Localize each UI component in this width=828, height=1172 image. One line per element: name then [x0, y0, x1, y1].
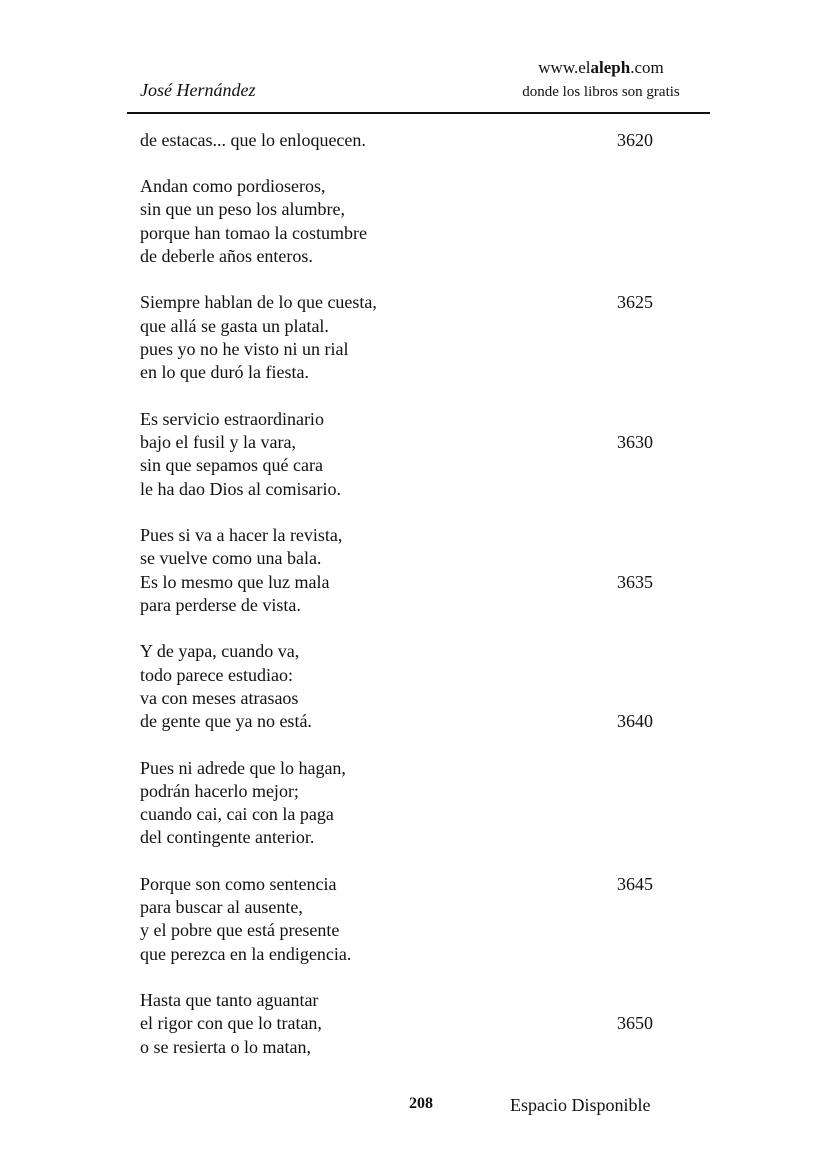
verse-line: se vuelve como una bala.	[140, 548, 322, 568]
verse-number: 3620	[617, 130, 653, 150]
header-rule	[127, 112, 710, 114]
verse-line: que allá se gasta un platal.	[140, 316, 329, 336]
page-number: 208	[409, 1095, 433, 1112]
verse-line: todo parece estudiao:	[140, 665, 293, 685]
verse-line: y el pobre que está presente	[140, 920, 340, 940]
verse-line: porque han tomao la costumbre	[140, 223, 367, 243]
verse-line: Hasta que tanto aguantar	[140, 990, 319, 1010]
verse-line: pues yo no he visto ni un rial	[140, 339, 349, 359]
verse-number: 3630	[617, 432, 653, 452]
verse-line: de estacas... que lo enloquecen.	[140, 130, 366, 150]
footer-text: Espacio Disponible	[510, 1095, 651, 1115]
site-tagline: donde los libros son gratis	[522, 84, 680, 100]
verse-line: o se resierta o lo matan,	[140, 1037, 311, 1057]
verse-line: Pues ni adrede que lo hagan,	[140, 758, 346, 778]
verse-line: sin que un peso los alumbre,	[140, 199, 345, 219]
verse-number: 3625	[617, 292, 653, 312]
verse-number: 3635	[617, 572, 653, 592]
verse-line: va con meses atrasaos	[140, 688, 299, 708]
verse-line: de gente que ya no está.	[140, 711, 312, 731]
verse-line: bajo el fusil y la vara,	[140, 432, 296, 452]
verse-line: Es lo mesmo que luz mala	[140, 572, 330, 592]
verse-line: Andan como pordioseros,	[140, 176, 326, 196]
verse-line: Es servicio estraordinario	[140, 409, 324, 429]
verse-line: podrán hacerlo mejor;	[140, 781, 299, 801]
verse-line: sin que sepamos qué cara	[140, 455, 323, 475]
verse-line: del contingente anterior.	[140, 827, 315, 847]
verse-number: 3645	[617, 874, 653, 894]
verse-number: 3650	[617, 1013, 653, 1033]
verse-line: le ha dao Dios al comisario.	[140, 479, 341, 499]
verse-line: Porque son como sentencia	[140, 874, 337, 894]
verse-line: Siempre hablan de lo que cuesta,	[140, 292, 377, 312]
verse-line: Y de yapa, cuando va,	[140, 641, 300, 661]
verse-line: el rigor con que lo tratan,	[140, 1013, 322, 1033]
verse-line: para buscar al ausente,	[140, 897, 303, 917]
verse-line: Pues si va a hacer la revista,	[140, 525, 343, 545]
author-name: José Hernández	[140, 80, 256, 100]
verse-line: en lo que duró la fiesta.	[140, 362, 309, 382]
verse-line: para perderse de vista.	[140, 595, 301, 615]
verse-number: 3640	[617, 711, 653, 731]
site-url[interactable]: www.elaleph.com	[538, 58, 664, 77]
verse-line: cuando cai, cai con la paga	[140, 804, 334, 824]
verse-line: que perezca en la endigencia.	[140, 944, 352, 964]
verse-line: de deberle años enteros.	[140, 246, 313, 266]
